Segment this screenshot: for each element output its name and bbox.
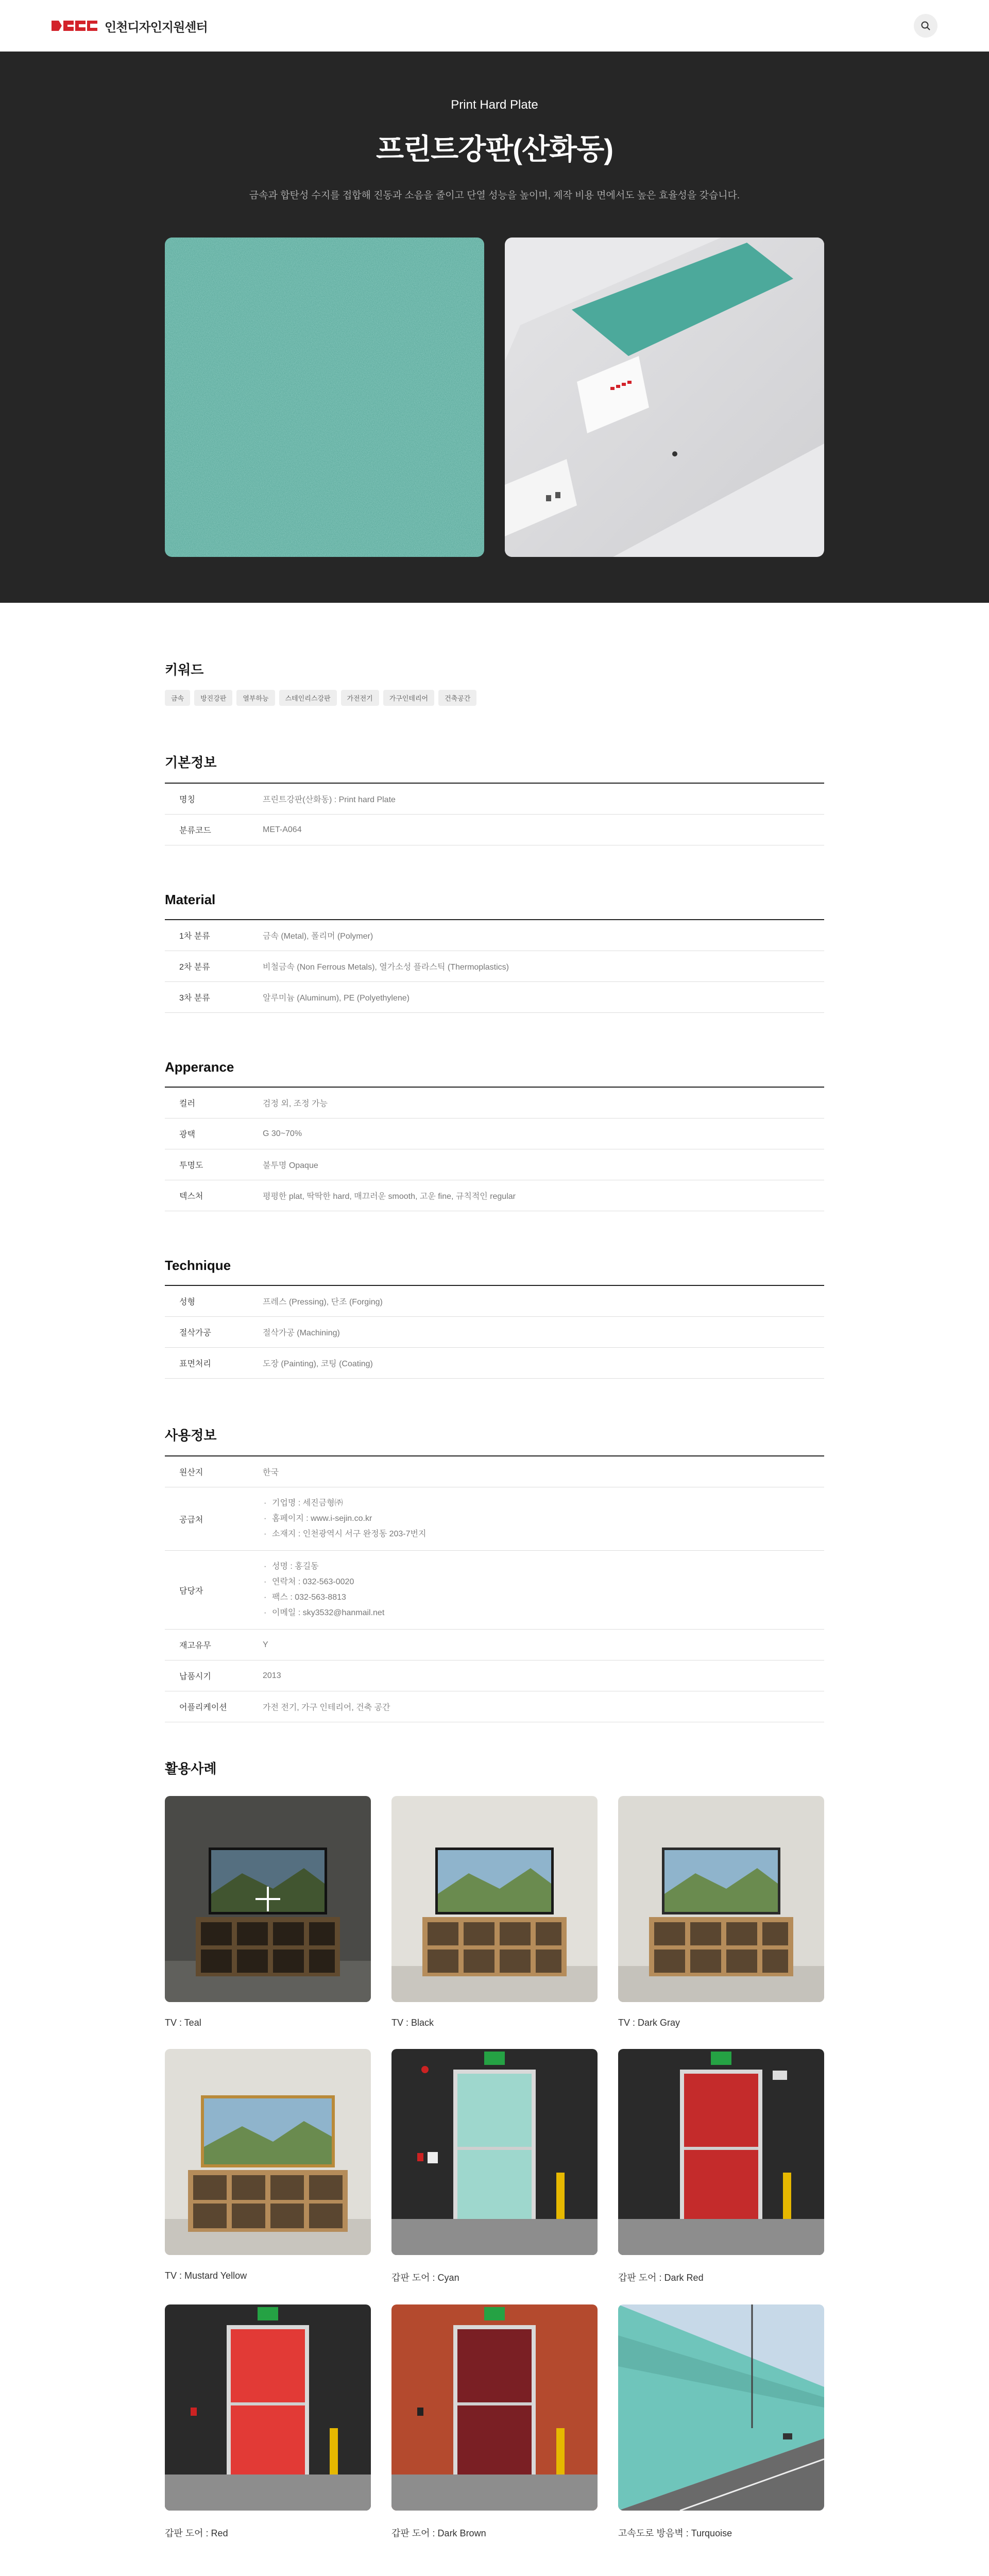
case-card[interactable] [391,2049,598,2284]
case-card[interactable] [165,2049,371,2284]
case-card[interactable] [618,1796,824,2028]
info-row [165,815,824,845]
info-row [165,1630,824,1660]
technique-table [165,1285,824,1379]
manager-name: · 성명 : 홍길동 [263,1559,824,1574]
info-row [165,951,824,982]
basic-info-table [165,783,824,845]
case-card[interactable] [391,1796,598,2028]
keyword-chip[interactable]: 가구인테리어 [383,690,434,706]
hero-description: 금속과 합탄성 수지를 접합해 진동과 소음을 줄이고 단열 성능을 높이며, 제작 비용 면에서도 높은 효율성을 갖습니다. [249,190,740,201]
supplier-value [263,1487,824,1550]
info-value: G 30~70% [263,1129,302,1138]
case-card[interactable] [618,2304,824,2539]
info-label: 3차 분류 [179,994,210,1003]
info-value: 불투명 Opaque [263,1161,318,1170]
search-icon [920,21,931,31]
case-card[interactable] [165,2304,371,2539]
info-value: 도장 (Painting), 코팅 (Coating) [263,1360,373,1368]
case-label: 갑판 도어 : Red [165,2528,228,2538]
info-value: 알루미늄 (Aluminum), PE (Polyethylene) [263,994,410,1003]
info-row [165,1286,824,1317]
info-row [165,1180,824,1211]
logo-text: 인천디자인지원센터 [105,20,208,35]
origin-value: 한국 [263,1468,279,1477]
info-label: 성형 [179,1298,195,1307]
case-image-tv [165,2049,371,2255]
case-label: 갑판 도어 : Dark Brown [391,2528,486,2538]
case-image-door [391,2304,598,2511]
info-label: 표면처리 [179,1360,211,1368]
case-label: 갑판 도어 : Cyan [391,2273,459,2283]
supplier-homepage-link[interactable]: · 홈페이지 : www.i-sejin.co.kr [263,1511,824,1527]
hero-section [0,52,989,603]
info-row [165,1691,824,1722]
info-label: 공급처 [179,1515,203,1524]
usage-table [165,1455,824,1722]
keyword-list [165,690,824,706]
info-value: 검정 외, 조정 가능 [263,1099,328,1108]
case-label: TV : Dark Gray [618,2018,680,2028]
info-value: 절삭가공 (Machining) [263,1329,340,1337]
case-label: TV : Black [391,2018,434,2028]
info-value: 비철금속 (Non Ferrous Metals), 열가소성 플라스틱 (Thermoplastics) [263,963,509,972]
case-label: TV : Teal [165,2018,201,2028]
info-row [165,920,824,951]
cases-grid [165,1796,824,2539]
info-row [165,1551,824,1630]
info-label: 명칭 [179,795,195,804]
info-label: 텍스처 [179,1192,203,1201]
stock-value: Y [263,1640,268,1649]
info-row [165,1317,824,1348]
keyword-chip[interactable]: 스테인리스강판 [279,690,337,706]
info-row [165,982,824,1013]
keyword-chip[interactable]: 금속 [165,690,190,706]
site-logo[interactable] [52,17,208,35]
manager-fax: · 팩스 : 032-563-8813 [263,1590,824,1605]
case-image-tv [391,1796,598,2002]
case-label: TV : Mustard Yellow [165,2270,247,2281]
keyword-chip[interactable]: 건축공간 [438,690,476,706]
info-row [165,1456,824,1487]
manager-value [263,1551,824,1629]
info-label: 담당자 [179,1586,203,1596]
manager-email[interactable]: · 이메일 : sky3532@hanmail.net [263,1605,824,1621]
info-label: 재고유무 [179,1641,211,1650]
material-texture-image [165,238,484,557]
info-row [165,1149,824,1180]
info-row [165,1487,824,1551]
keywords-title: 키워드 [165,662,204,677]
zoom-plus-icon [255,1887,280,1911]
usage-title: 사용정보 [165,1428,217,1443]
info-label: 어플리케이션 [179,1703,227,1712]
case-image-tv [165,1796,371,2002]
info-label: 1차 분류 [179,932,210,941]
delivery-value: 2013 [263,1671,281,1680]
hero-title: 프린트강판(산화동) [376,133,613,165]
info-label: 절삭가공 [179,1329,211,1337]
case-label: 갑판 도어 : Dark Red [618,2273,704,2283]
info-label: 투명도 [179,1161,203,1170]
info-label: 2차 분류 [179,963,210,972]
info-label: 광택 [179,1130,195,1139]
case-card[interactable] [618,2049,824,2284]
application-value: 가전 전기, 가구 인테리어, 건축 공간 [263,1703,390,1712]
supplier-company: · 기업명 : 세진금형㈜ [263,1496,824,1511]
hero-images [0,238,989,557]
info-label: 분류코드 [179,826,211,835]
material-table [165,919,824,1013]
info-row [165,1118,824,1149]
site-header [0,0,989,52]
keyword-chip[interactable]: 열부하능 [236,690,275,706]
info-value: MET-A064 [263,825,302,834]
keyword-chip[interactable]: 방진강판 [194,690,232,706]
info-label: 원산지 [179,1468,203,1477]
case-image-wall [618,2304,824,2511]
info-value: 평평한 plat, 딱딱한 hard, 매끄러운 smooth, 고운 fine, 규칙적인 regular [263,1192,516,1201]
case-card[interactable] [391,2304,598,2539]
info-row [165,1348,824,1379]
case-image-door [391,2049,598,2255]
material-sample-image [505,238,824,557]
technique-title: Technique [165,1258,231,1273]
info-label: 납품시기 [179,1672,211,1681]
hero-subtitle: Print Hard Plate [451,98,538,112]
case-label: 고속도로 방음벽 : Turquoise [618,2528,732,2538]
info-value: 프레스 (Pressing), 단조 (Forging) [263,1298,383,1307]
info-value: 프린트강판(산화동) : Print hard Plate [263,795,396,804]
detail-content [165,603,824,2576]
info-row [165,784,824,815]
appearance-title: Apperance [165,1059,234,1075]
info-label: 컬러 [179,1099,195,1108]
search-button[interactable] [914,14,937,38]
material-title: Material [165,892,216,907]
case-image-door [618,2049,824,2255]
keyword-chip[interactable]: 가전전기 [341,690,379,706]
supplier-address: · 소재지 : 인천광역시 서구 완정동 203-7번지 [263,1527,824,1542]
case-image-door [165,2304,371,2511]
logo-mark-icon [52,21,97,31]
info-row [165,1088,824,1118]
manager-phone: · 연락처 : 032-563-0020 [263,1574,824,1590]
case-card[interactable] [165,1796,371,2028]
appearance-table [165,1087,824,1211]
basic-info-title: 기본정보 [165,755,217,770]
info-row [165,1660,824,1691]
cases-title: 활용사례 [165,1761,217,1776]
info-value: 금속 (Metal), 폴리머 (Polymer) [263,932,373,941]
case-image-tv [618,1796,824,2002]
